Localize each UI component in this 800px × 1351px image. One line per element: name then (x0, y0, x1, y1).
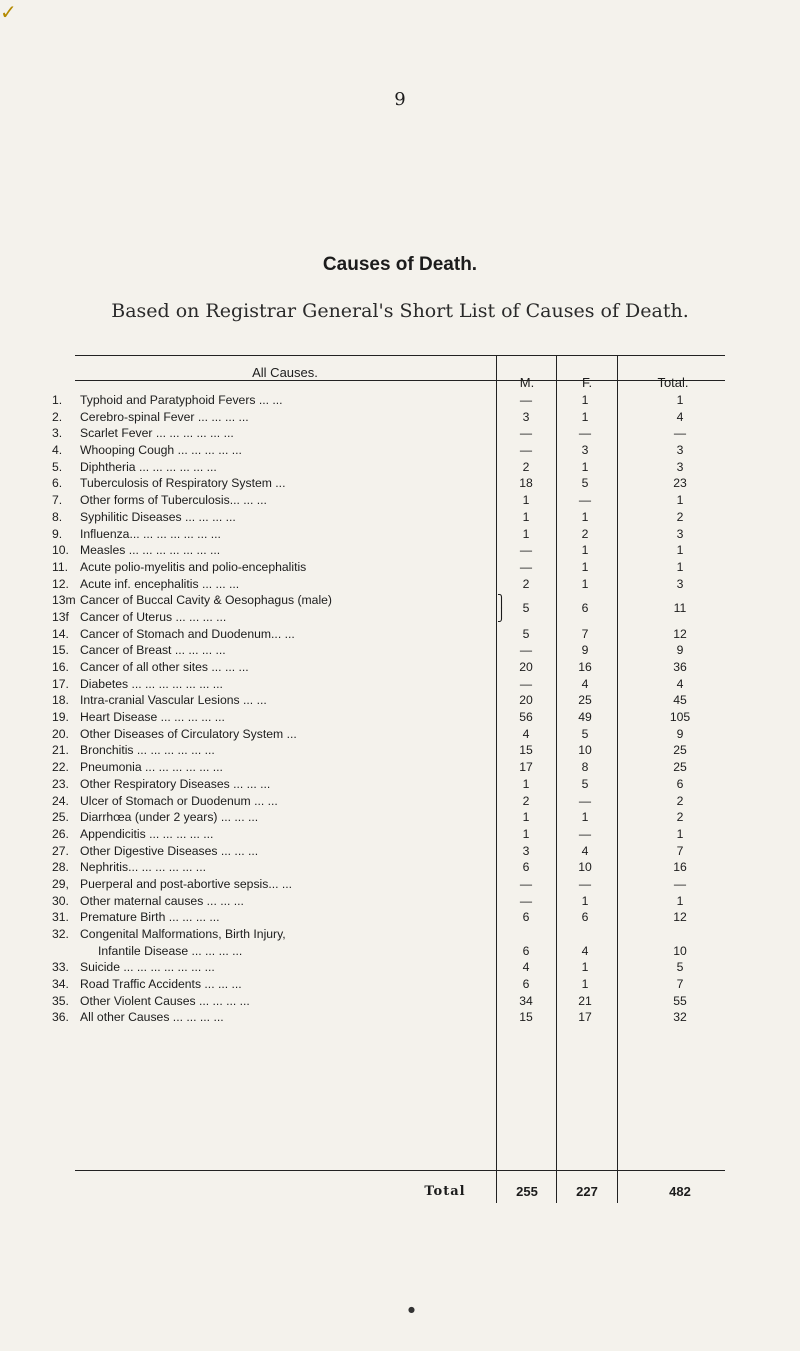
cell-total: 23 (673, 476, 687, 491)
table-row (0, 676, 800, 693)
row-cause: Other Digestive Diseases ... ... ... (80, 843, 259, 858)
cell-m: 1 (522, 810, 530, 825)
table-row (0, 692, 800, 709)
row-number: 1. (52, 393, 63, 407)
cell-f: 1 (581, 459, 589, 474)
header-total: Total. (657, 375, 689, 390)
cell-total: 3 (676, 526, 684, 541)
cell-f: 1 (581, 409, 589, 424)
cell-total: — (673, 426, 687, 441)
cell-total: 5 (676, 960, 684, 975)
cell-total: 25 (673, 743, 687, 758)
row-cause: Heart Disease ... ... ... ... ... (80, 710, 225, 725)
row-number: 6. (52, 476, 63, 491)
row-number: 18. (52, 693, 69, 708)
table-row (0, 392, 800, 409)
table-row (0, 526, 800, 543)
cell-f: 3 (581, 443, 589, 458)
row-cause: Other maternal causes ... ... ... (80, 893, 244, 908)
cell-f: — (578, 826, 592, 841)
row-number: 16. (52, 660, 69, 675)
cell-m: 15 (519, 743, 533, 758)
row-cause: Syphilitic Diseases ... ... ... ... (80, 509, 236, 524)
table-row (0, 893, 800, 910)
table-row (0, 459, 800, 476)
row-cause: Suicide ... ... ... ... ... ... ... (80, 960, 215, 975)
row-cause: Cerebro-spinal Fever ... ... ... ... (80, 409, 249, 424)
row-cause: Typhoid and Paratyphoid Fevers ... ... (80, 393, 283, 407)
cell-total: 1 (676, 559, 684, 574)
row-number: 10. (52, 543, 69, 558)
cell-f: 2 (581, 526, 589, 541)
cell-total: 1 (676, 393, 684, 407)
cell-total: 4 (676, 409, 684, 424)
cell-f: 1 (581, 576, 589, 591)
cell-f: 4 (581, 676, 589, 691)
cell-m: — (519, 893, 533, 908)
cell-total: 36 (673, 660, 687, 675)
cell-total: 16 (673, 860, 687, 875)
cell-m: 20 (519, 660, 533, 675)
row-number: 15. (52, 643, 69, 658)
row-cause: Ulcer of Stomach or Duodenum ... ... (80, 793, 278, 808)
table-row (0, 742, 800, 759)
table-row (0, 709, 800, 726)
cell-total: 55 (673, 993, 687, 1008)
row-number: 3. (52, 426, 63, 441)
row-cause: All other Causes ... ... ... ... (80, 1010, 224, 1025)
cell-total: 2 (676, 810, 684, 825)
cell-f: 49 (578, 710, 592, 725)
row-cause: Diphtheria ... ... ... ... ... ... (80, 459, 217, 474)
row-number: 5. (52, 459, 63, 474)
cell-total: 32 (673, 1010, 687, 1025)
row-number: 23. (52, 776, 69, 791)
row-number: 4. (52, 443, 63, 458)
header-cause: All Causes. (252, 365, 318, 380)
cell-m: 6 (522, 860, 530, 875)
row-cause: Appendicitis ... ... ... ... ... (80, 826, 214, 841)
cell-f: 21 (578, 993, 592, 1008)
cell-f: — (578, 493, 592, 508)
table-row (0, 475, 800, 492)
total-f: 227 (576, 1184, 598, 1199)
table-row (0, 559, 800, 576)
table-row (0, 592, 800, 625)
row-cause: Nephritis... ... ... ... ... ... (80, 860, 206, 875)
table-row (0, 626, 800, 643)
cell-m: — (519, 643, 533, 658)
cell-f: 10 (578, 860, 592, 875)
cell-m: — (519, 559, 533, 574)
row-number: 20. (52, 726, 69, 741)
cell-f: 9 (581, 643, 589, 658)
cell-f: 1 (581, 543, 589, 558)
table-row (0, 876, 800, 893)
cell-total: — (673, 876, 687, 891)
table-row (0, 1009, 800, 1026)
row-cause: Influenza... ... ... ... ... ... ... (80, 526, 221, 541)
cell-f: 1 (581, 509, 589, 524)
row-cause: Road Traffic Accidents ... ... ... (80, 977, 242, 992)
table-row (0, 759, 800, 776)
cell-m: 2 (522, 576, 530, 591)
table-row (0, 442, 800, 459)
cell-m: 2 (522, 459, 530, 474)
cell-total: 9 (676, 643, 684, 658)
table-row (0, 909, 800, 926)
cell-m: 56 (519, 710, 533, 725)
totals-rule (75, 1170, 725, 1171)
cell-total: 11 (673, 601, 687, 616)
cell-m: 5 (522, 601, 530, 616)
row-cause: Infantile Disease ... ... ... ... (98, 943, 243, 958)
row-number: 30. (52, 893, 69, 908)
table-row (0, 959, 800, 976)
table-row (0, 659, 800, 676)
table-row (0, 843, 800, 860)
cell-total: 3 (676, 576, 684, 591)
row-cause: Intra-cranial Vascular Lesions ... ... (80, 693, 267, 708)
cell-m: — (519, 876, 533, 891)
cell-m: 4 (522, 960, 530, 975)
cell-total: 1 (676, 893, 684, 908)
cell-total: 12 (673, 910, 687, 925)
row-number: 24. (52, 793, 69, 808)
cell-f: 8 (581, 760, 589, 775)
cell-f: 10 (578, 743, 592, 758)
row-number: 34. (52, 977, 69, 992)
cell-total: 1 (676, 493, 684, 508)
cell-m: 3 (522, 409, 530, 424)
row-cause: Other forms of Tuberculosis... ... ... (80, 493, 267, 508)
cell-m: 6 (522, 910, 530, 925)
row-number: 12. (52, 576, 69, 591)
cell-total: 3 (676, 443, 684, 458)
row-cause: Diarrhœa (under 2 years) ... ... ... (80, 810, 259, 825)
row-cause: Premature Birth ... ... ... ... (80, 910, 220, 925)
cell-f: 5 (581, 476, 589, 491)
table-row (0, 993, 800, 1010)
row-number: 26. (52, 826, 69, 841)
table-row (0, 976, 800, 993)
row-cause: Acute polio-myelitis and polio-encephalitis (80, 559, 307, 574)
row-number: 25. (52, 810, 69, 825)
table-row (0, 492, 800, 509)
cell-m: — (519, 543, 533, 558)
table-row (0, 576, 800, 593)
cell-m: 5 (522, 626, 530, 641)
cell-f: 1 (581, 893, 589, 908)
cell-f: — (578, 793, 592, 808)
cell-f: 7 (581, 626, 589, 641)
cell-total: 105 (669, 710, 691, 725)
cell-m: 34 (519, 993, 533, 1008)
row-number: 19. (52, 710, 69, 725)
cell-f: 1 (581, 393, 589, 407)
row-number: 35. (52, 993, 69, 1008)
total-m: 255 (516, 1184, 538, 1199)
row-number: 33. (52, 960, 69, 975)
totals-label: Total (424, 1184, 466, 1199)
page-subtitle: Based on Registrar General's Short List of Causes of Death. (111, 300, 689, 322)
row-cause: Other Violent Causes ... ... ... ... (80, 993, 250, 1008)
tick-mark-icon: ✓ (0, 0, 17, 24)
cell-total: 1 (676, 543, 684, 558)
brace-icon: ⎫ ⎭ (497, 594, 506, 623)
cell-total: 7 (676, 977, 684, 992)
cell-total: 6 (676, 776, 684, 791)
row-number: 28. (52, 860, 69, 875)
cell-m: — (519, 426, 533, 441)
row-cause: Cancer of Buccal Cavity & Oesophagus (male) (80, 593, 332, 608)
cell-f: 5 (581, 726, 589, 741)
dot-mark-icon: ● (408, 1305, 415, 1314)
cell-f: 1 (581, 559, 589, 574)
cell-m: — (519, 393, 533, 407)
row-cause: Cancer of Uterus ... ... ... ... (80, 609, 227, 624)
row-number: 36. (52, 1010, 69, 1025)
row-cause: Diabetes ... ... ... ... ... ... ... (80, 676, 223, 691)
cell-total: 10 (673, 943, 687, 958)
row-number: 32. (52, 927, 69, 942)
cell-f: 1 (581, 960, 589, 975)
cell-f: 1 (581, 977, 589, 992)
cell-f: 6 (581, 601, 589, 616)
table-row (0, 793, 800, 810)
row-number: 21. (52, 743, 69, 758)
header-f: F. (581, 375, 593, 390)
cell-m: 2 (522, 793, 530, 808)
row-number: 2. (52, 409, 63, 424)
cell-total: 4 (676, 676, 684, 691)
cell-total: 2 (676, 793, 684, 808)
row-number: 9. (52, 526, 63, 541)
row-cause: Scarlet Fever ... ... ... ... ... ... (80, 426, 234, 441)
cell-m: — (519, 676, 533, 691)
table-row (0, 542, 800, 559)
row-number: 17. (52, 676, 69, 691)
row-cause: Tuberculosis of Respiratory System ... (80, 476, 286, 491)
row-cause: Puerperal and post-abortive sepsis... ... (80, 876, 293, 891)
row-number: 14. (52, 626, 69, 641)
row-number: 31. (52, 910, 69, 925)
cell-m: 18 (519, 476, 533, 491)
total-all: 482 (669, 1184, 691, 1199)
cell-m: 20 (519, 693, 533, 708)
cell-total: 1 (676, 826, 684, 841)
cell-m: 4 (522, 726, 530, 741)
cell-f: 1 (581, 810, 589, 825)
row-cause: Bronchitis ... ... ... ... ... ... (80, 743, 215, 758)
cell-m: 15 (519, 1010, 533, 1025)
row-cause: Measles ... ... ... ... ... ... ... (80, 543, 221, 558)
row-cause: Other Respiratory Diseases ... ... ... (80, 776, 271, 791)
header-m: M. (519, 375, 535, 390)
row-cause: Pneumonia ... ... ... ... ... ... (80, 760, 223, 775)
cell-m: 17 (519, 760, 533, 775)
cell-f: — (578, 426, 592, 441)
row-cause: Cancer of all other sites ... ... ... (80, 660, 249, 675)
cell-m: 1 (522, 776, 530, 791)
cell-f: 16 (578, 660, 592, 675)
page-title: Causes of Death. (322, 254, 478, 275)
table-row (0, 826, 800, 843)
row-number: 13f (52, 609, 69, 624)
table-body (0, 392, 800, 1026)
table-row (0, 425, 800, 442)
cell-f: 4 (581, 943, 589, 958)
cell-m: 1 (522, 509, 530, 524)
row-cause: Cancer of Stomach and Duodenum... ... (80, 626, 295, 641)
row-number: 29, (52, 876, 69, 891)
table-top-rule (75, 355, 725, 356)
cell-total: 45 (673, 693, 687, 708)
table-row (0, 409, 800, 426)
cell-m: 1 (522, 526, 530, 541)
table-row (0, 809, 800, 826)
cell-m: 3 (522, 843, 530, 858)
table-row (0, 726, 800, 743)
cell-total: 25 (673, 760, 687, 775)
cell-total: 7 (676, 843, 684, 858)
cell-total: 9 (676, 726, 684, 741)
row-number: 27. (52, 843, 69, 858)
row-number: 11. (52, 559, 69, 574)
cell-f: 4 (581, 843, 589, 858)
cell-total: 12 (673, 626, 687, 641)
row-number: 8. (52, 509, 63, 524)
row-number: 13m (52, 593, 76, 608)
row-cause: Other Diseases of Circulatory System ... (80, 726, 297, 741)
row-cause: Whooping Cough ... ... ... ... ... (80, 443, 242, 458)
table-row (0, 776, 800, 793)
row-number: 7. (52, 493, 63, 508)
cell-m: 1 (522, 826, 530, 841)
cell-f: 17 (578, 1010, 592, 1025)
table-row (0, 642, 800, 659)
cell-f: 25 (578, 693, 592, 708)
table-row (0, 859, 800, 876)
cell-m: 1 (522, 493, 530, 508)
cell-total: 3 (676, 459, 684, 474)
cell-f: 5 (581, 776, 589, 791)
page-number: 9 (394, 89, 406, 110)
row-number: 22. (52, 760, 69, 775)
cell-m: 6 (522, 943, 530, 958)
row-cause: Cancer of Breast ... ... ... ... (80, 643, 226, 658)
table-row (0, 926, 800, 959)
cell-f: 6 (581, 910, 589, 925)
cell-m: — (519, 443, 533, 458)
cell-f: — (578, 876, 592, 891)
cell-m: 6 (522, 977, 530, 992)
row-cause: Acute inf. encephalitis ... ... ... (80, 576, 240, 591)
table-row (0, 509, 800, 526)
cell-total: 2 (676, 509, 684, 524)
row-cause: Congenital Malformations, Birth Injury, (80, 927, 286, 942)
